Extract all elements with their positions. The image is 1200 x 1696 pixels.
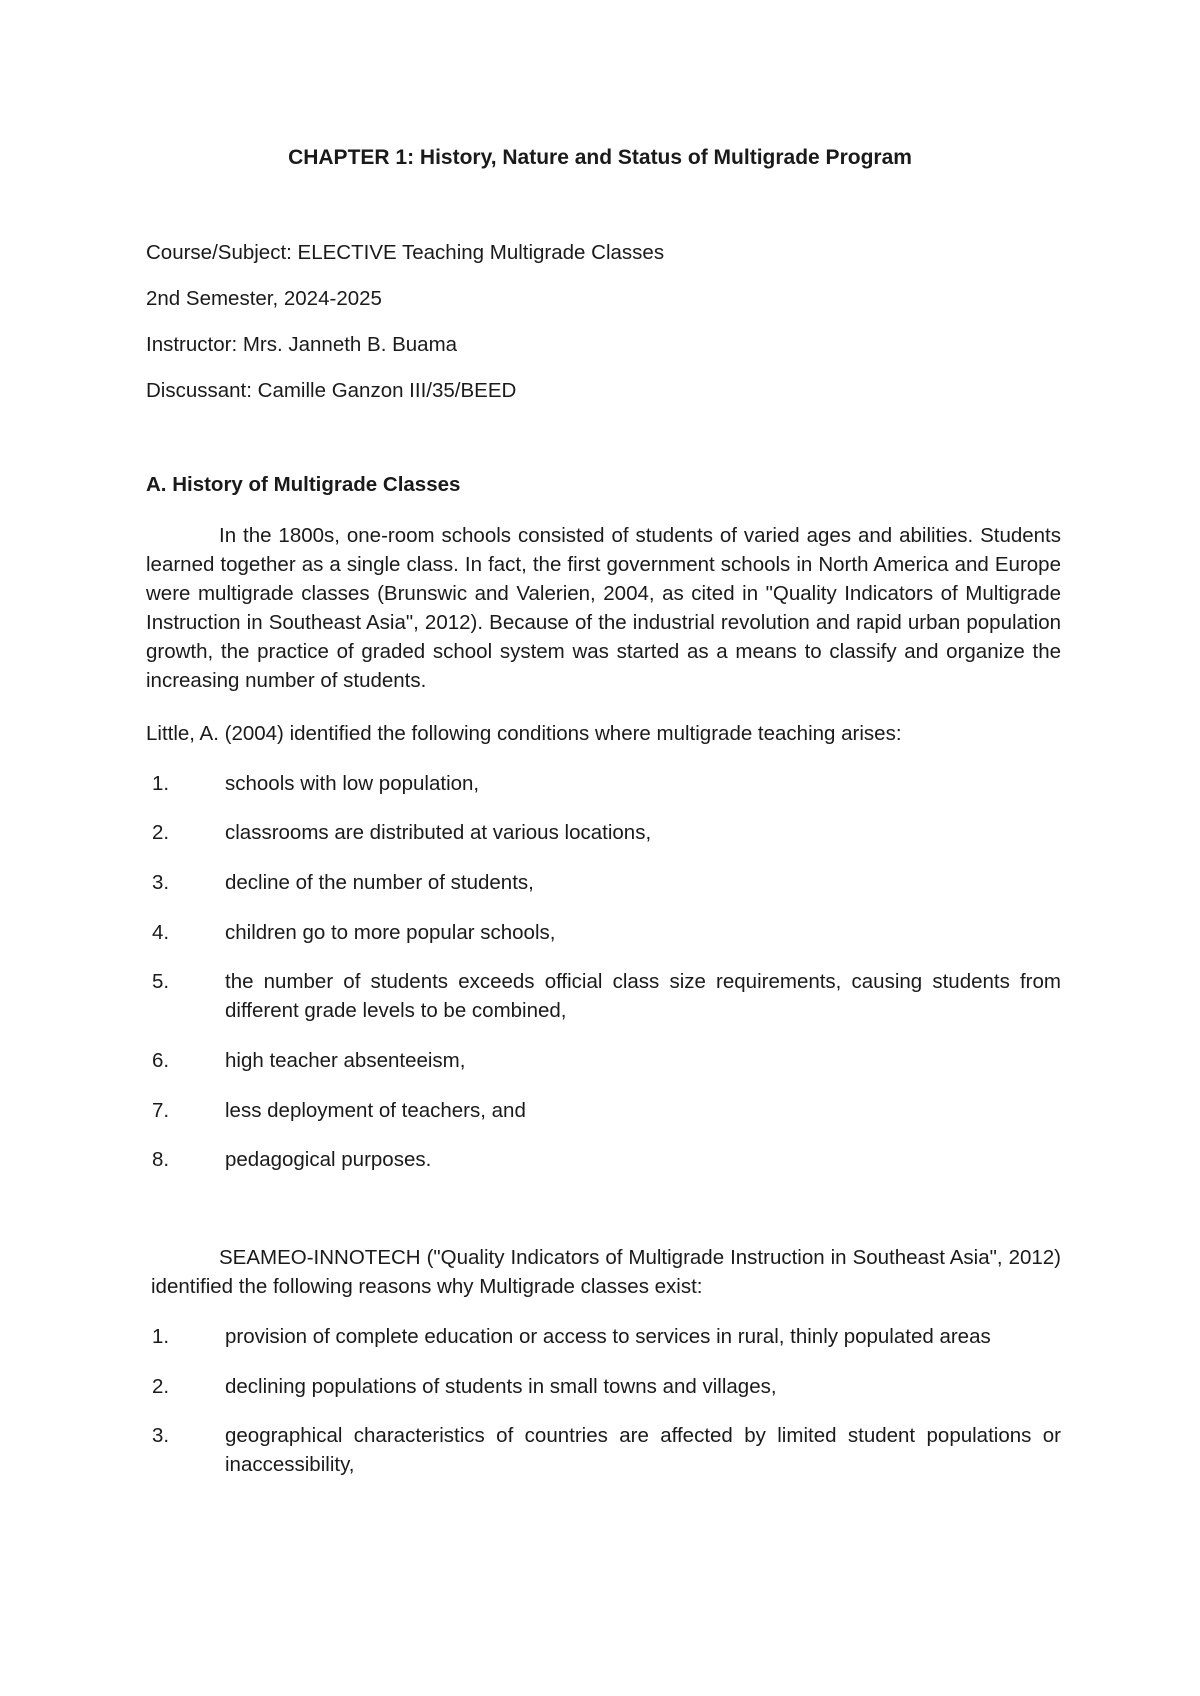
list-item <box>146 1046 1061 1075</box>
list-text: geographical characteristics of countries are affected by limited student populations or inaccessibility, <box>225 1424 1061 1476</box>
list-number: 6. <box>152 1049 170 1072</box>
list-text: declining populations of students in small towns and villages, <box>225 1375 777 1398</box>
list-item <box>146 769 1061 798</box>
list-number: 4. <box>152 921 170 944</box>
list-item <box>146 1421 1061 1479</box>
list-text: less deployment of teachers, and <box>225 1099 526 1122</box>
history-paragraph: In the 1800s, one-room schools consisted of students of varied ages and abilities. Students learned together as a single class. In fact, the first government schools in North America and Europe were multigrade classes (Brunswic and Valerien, 2004, as cited in "Quality Indicators of Multigrade Instruction in Southeast Asia", 2012). Because of the industrial revolution and rapid urban population growth, the practice of graded school system was started as a means to classify and organize the increasing number of students. <box>146 524 1061 692</box>
list-text: schools with low population, <box>225 772 480 795</box>
list-text: classrooms are distributed at various locations, <box>225 821 652 844</box>
list-number: 2. <box>152 821 170 844</box>
list-item <box>146 1096 1061 1125</box>
list-text: decline of the number of students, <box>225 871 534 894</box>
list-item <box>146 1372 1061 1401</box>
list-intro: Little, A. (2004) identified the following conditions where multigrade teaching arises: <box>146 722 902 745</box>
list-item <box>146 918 1061 947</box>
list-item <box>146 868 1061 897</box>
semester: 2nd Semester, 2024-2025 <box>146 287 382 310</box>
list-number: 5. <box>152 970 170 993</box>
instructor: Instructor: Mrs. Janneth B. Buama <box>146 333 458 356</box>
list-number: 7. <box>152 1099 170 1122</box>
list-number: 1. <box>152 1325 170 1348</box>
list-number: 1. <box>152 772 170 795</box>
list-text: the number of students exceeds official class size requirements, causing students from different grade levels to be combined, <box>225 970 1061 1022</box>
list-text: pedagogical purposes. <box>225 1148 432 1171</box>
list-number: 3. <box>152 871 170 894</box>
discussant: Discussant: Camille Ganzon III/35/BEED <box>146 379 517 402</box>
list-item <box>146 818 1061 847</box>
list-number: 3. <box>152 1424 170 1447</box>
list-item <box>146 967 1061 1025</box>
list-number: 8. <box>152 1148 170 1171</box>
seameo-paragraph: SEAMEO-INNOTECH ("Quality Indicators of Multigrade Instruction in Southeast Asia", 2012) identified the following reasons why Multigrade classes exist: <box>151 1246 1061 1298</box>
list-text: high teacher absenteeism, <box>225 1049 466 1072</box>
section-heading: A. History of Multigrade Classes <box>146 473 461 496</box>
list-item <box>146 1322 1061 1351</box>
page-title: CHAPTER 1: History, Nature and Status of Multigrade Program <box>288 146 912 169</box>
list-text: provision of complete education or access to services in rural, thinly populated areas <box>225 1325 991 1348</box>
list-text: children go to more popular schools, <box>225 921 556 944</box>
course-subject: Course/Subject: ELECTIVE Teaching Multigrade Classes <box>146 241 665 264</box>
list-number: 2. <box>152 1375 170 1398</box>
list-item <box>146 1145 1061 1174</box>
